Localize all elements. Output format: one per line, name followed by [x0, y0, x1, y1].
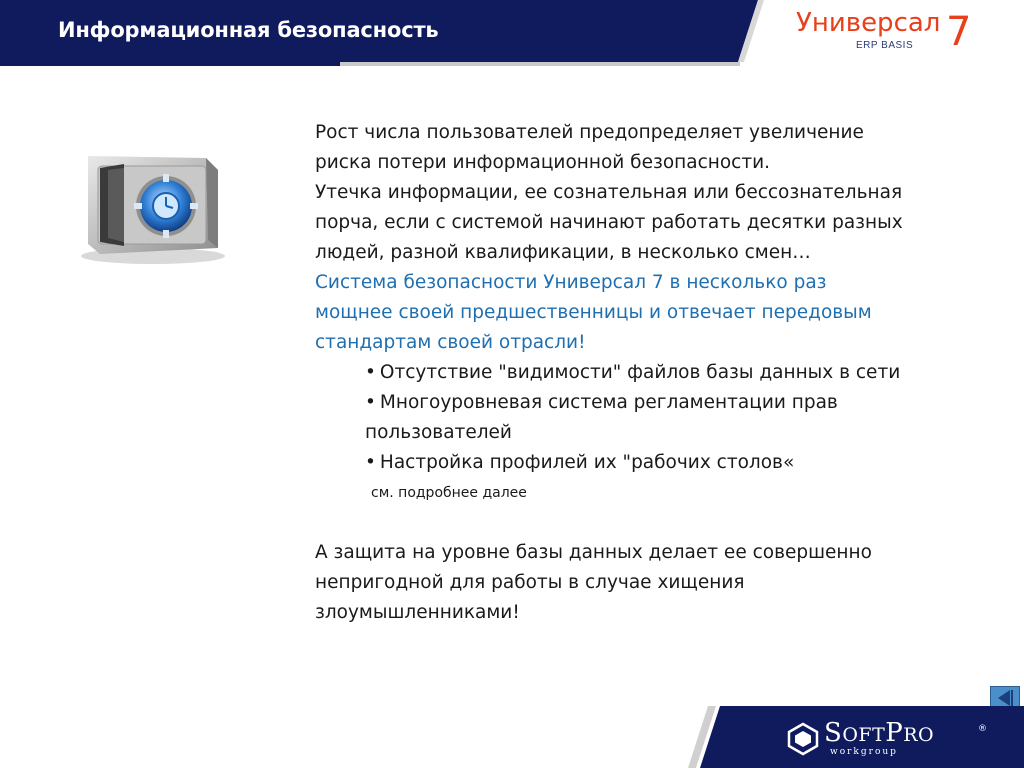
- logo-subtitle: ERP BASIS: [856, 40, 914, 51]
- outro-line: непригодной для работы в случае хищения: [315, 572, 745, 593]
- logo-brand: Универсал: [796, 8, 941, 38]
- list-item: [365, 388, 985, 448]
- intro-line: людей, разной квалификации, в несколько смен…: [315, 242, 811, 263]
- safe-icon: [68, 148, 228, 268]
- paragraph-gap: [315, 508, 985, 538]
- page-title: Информационная безопасность: [58, 18, 439, 42]
- softpro-logo: [786, 716, 1006, 760]
- bullet-icon: •: [365, 392, 376, 413]
- list-item-text-continued: пользователей: [365, 422, 512, 443]
- list-item-text: Многоуровневая система регламентации прав: [379, 392, 838, 413]
- list-item: [365, 448, 985, 478]
- highlight-line: Система безопасности Универсал 7 в несколько раз: [315, 272, 827, 293]
- brand-letter-p: P: [885, 718, 904, 748]
- brand-letters-oft: OFT: [842, 724, 886, 746]
- registered-mark: ®: [978, 724, 987, 734]
- brand-subtitle: workgroup: [830, 747, 898, 757]
- highlight-line: мощнее своей предшественницы и отвечает передовым: [315, 302, 872, 323]
- intro-line: риска потери информационной безопасности.: [315, 152, 771, 173]
- intro-line: Рост числа пользователей предопределяет увеличение: [315, 122, 864, 143]
- outro-line: А защита на уровне базы данных делает ее совершенно: [315, 542, 872, 563]
- intro-line: порча, если с системой начинают работать десятки разных: [315, 212, 903, 233]
- universal-logo: [796, 4, 996, 60]
- brand-name: [824, 720, 934, 746]
- bullet-icon: •: [365, 452, 376, 473]
- feature-list: [315, 358, 985, 478]
- list-item-text: Настройка профилей их "рабочих столов«: [379, 452, 795, 473]
- bullet-icon: •: [365, 362, 376, 383]
- intro-line: Утечка информации, ее сознательная или бессознательная: [315, 182, 903, 203]
- brand-letter-s: S: [824, 718, 843, 748]
- outro-line: злоумышленниками!: [315, 602, 520, 623]
- main-content: [315, 118, 985, 628]
- softpro-emblem-icon: [786, 722, 820, 756]
- logo-version: 7: [946, 9, 972, 55]
- brand-letters-ro: RO: [903, 724, 935, 746]
- highlight-line: стандартам своей отрасли!: [315, 332, 586, 353]
- see-more-note: см. подробнее далее: [371, 485, 527, 501]
- list-item: [365, 358, 985, 388]
- header-bar: [0, 0, 1024, 66]
- list-item-text: Отсутствие "видимости" файлов базы данных в сети: [379, 362, 901, 383]
